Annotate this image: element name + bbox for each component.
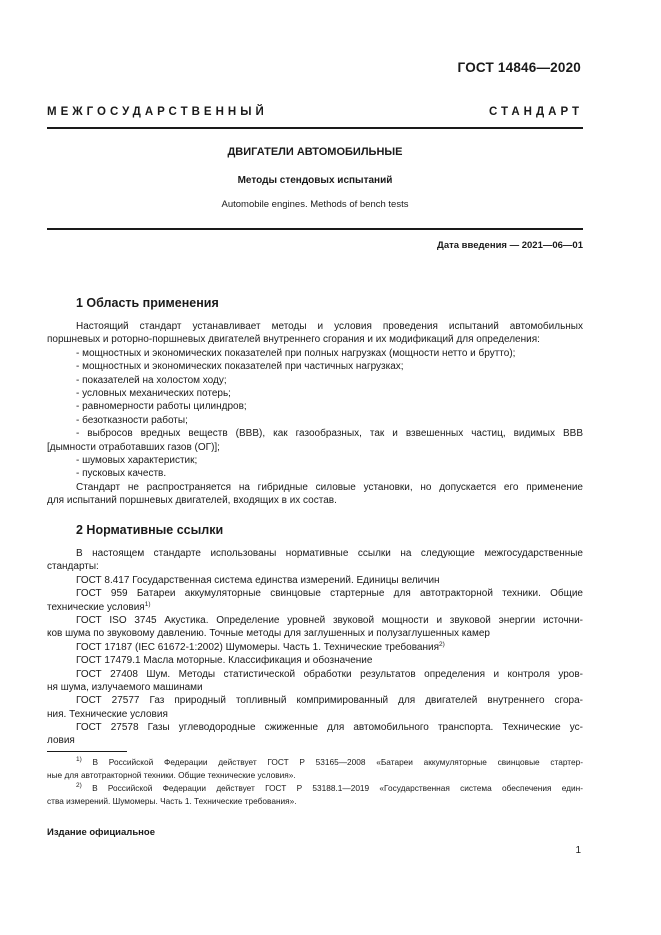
standard-code: ГОСТ 14846—2020 (457, 60, 581, 75)
text-line: В настоящем стандарте использованы нормативные ссылки на следующие межгосударственные (76, 548, 583, 559)
list-item: - мощностных и экономических показателей при частичных нагрузках; (76, 361, 404, 373)
section-heading-scope: 1 Область применения (76, 296, 219, 310)
reference-item-cont: ков шума по звуковому давлению. Точные методы для заглушенных и полузаглушенных камер (47, 628, 490, 640)
reference-item-cont: ловия (47, 735, 75, 747)
footnote-line (47, 756, 583, 769)
footnote-line: ства измерений. Шумомеры. Часть 1. Технические требования». (47, 796, 297, 807)
footnote-mark: 2) (76, 782, 82, 789)
footnote-2 (47, 782, 583, 809)
reference-item: ГОСТ 17479.1 Масла моторные. Классификация и обозначение (76, 655, 373, 667)
reference-item: ГОСТ 27408 Шум. Методы статистической обработки результатов определения и контроля уров- (76, 668, 583, 680)
reference-text: ГОСТ 17187 (IEC 61672-1:2002) Шумомеры. Часть 1. Технические требования (76, 641, 439, 653)
footnote-ref-1[interactable]: 1) (144, 600, 151, 608)
text-line: для испытаний поршневых двигателей, входящих в их состав. (47, 495, 337, 507)
page-number: 1 (575, 845, 581, 856)
footnote-1 (47, 756, 583, 783)
reference-item (47, 641, 583, 654)
reference-item-cont: ния. Технические условия (47, 708, 168, 720)
list-item: - шумовых характеристик; (76, 454, 198, 466)
standard-kind: МЕЖГОСУДАРСТВЕННЫЙ СТАНДАРТ (47, 106, 583, 118)
list-item: - мощностных и экономических показателей при полных нагрузках (мощности нетто и брутто); (76, 347, 516, 359)
section-body-references (47, 547, 583, 748)
english-title: Automobile engines. Methods of bench tests (221, 199, 409, 210)
official-edition-label: Издание официальное (47, 827, 155, 838)
introduction-date: Дата введения — 2021—06—01 (437, 240, 583, 251)
list-item: - пусковых качеств. (76, 468, 167, 480)
reference-text: технические условия (47, 601, 145, 613)
list-item: - безотказности работы; (76, 414, 188, 426)
reference-item: ГОСТ 27577 Газ природный топливный компримированный для двигателей внутреннего сгора- (76, 695, 583, 707)
text-line: [дымности отработавших газов (ОГ)]; (47, 441, 220, 453)
text-line: стандарты: (47, 561, 99, 573)
list-item: - равномерности работы цилиндров; (76, 401, 247, 413)
text-line: поршневых и роторно-поршневых двигателей внутреннего сгорания и их модификаций для определения: (47, 334, 540, 346)
reference-item-cont (47, 601, 583, 614)
list-item: - показателей на холостом ходу; (76, 374, 227, 386)
footnote-text: В Российской Федерации действует ГОСТ Р 53188.1—2019 «Государственная система обеспечения един- (92, 783, 583, 793)
section-body-scope (47, 320, 583, 507)
list-item: - условных механических потерь; (76, 387, 231, 399)
text-line: Стандарт не распространяется на гибридные силовые установки, но допускается его применение (76, 481, 583, 493)
reference-item: ГОСТ 8.417 Государственная система единства измерений. Единицы величин (76, 574, 440, 586)
reference-item: ГОСТ 959 Батареи аккумуляторные свинцовые стартерные для автотракторной техники. Общие (76, 588, 583, 600)
list-item: - выбросов вредных веществ (ВВВ), как газообразных, так и взвешенных частиц, видимых ВВВ (76, 428, 583, 440)
footnote-mark: 1) (76, 756, 82, 763)
title-rule (47, 228, 583, 230)
footnote-ref-2[interactable]: 2) (438, 640, 445, 648)
footnote-line: ные для автотракторной техники. Общие технические условия». (47, 770, 296, 781)
footnote-text: В Российской Федерации действует ГОСТ Р 53165—2008 «Батареи аккумуляторные свинцовые стартер- (92, 757, 583, 767)
document-title: ДВИГАТЕЛИ АВТОМОБИЛЬНЫЕ (227, 146, 403, 158)
section-heading-references: 2 Нормативные ссылки (76, 523, 224, 537)
document-subtitle: Методы стендовых испытаний (237, 175, 393, 186)
footnote-rule (47, 751, 127, 752)
reference-item: ГОСТ ISO 3745 Акустика. Определение уровней звуковой мощности и звуковой энергии источни- (76, 614, 583, 626)
top-rule (47, 127, 583, 129)
reference-item: ГОСТ 27578 Газы углеводородные сжиженные для автомобильного транспорта. Технические ус- (76, 722, 583, 734)
reference-item-cont: ня шума, излучаемого машинами (47, 681, 203, 693)
text-line: Настоящий стандарт устанавливает методы и условия проведения испытаний автомобильных (76, 321, 583, 332)
footnote-line (47, 782, 583, 795)
